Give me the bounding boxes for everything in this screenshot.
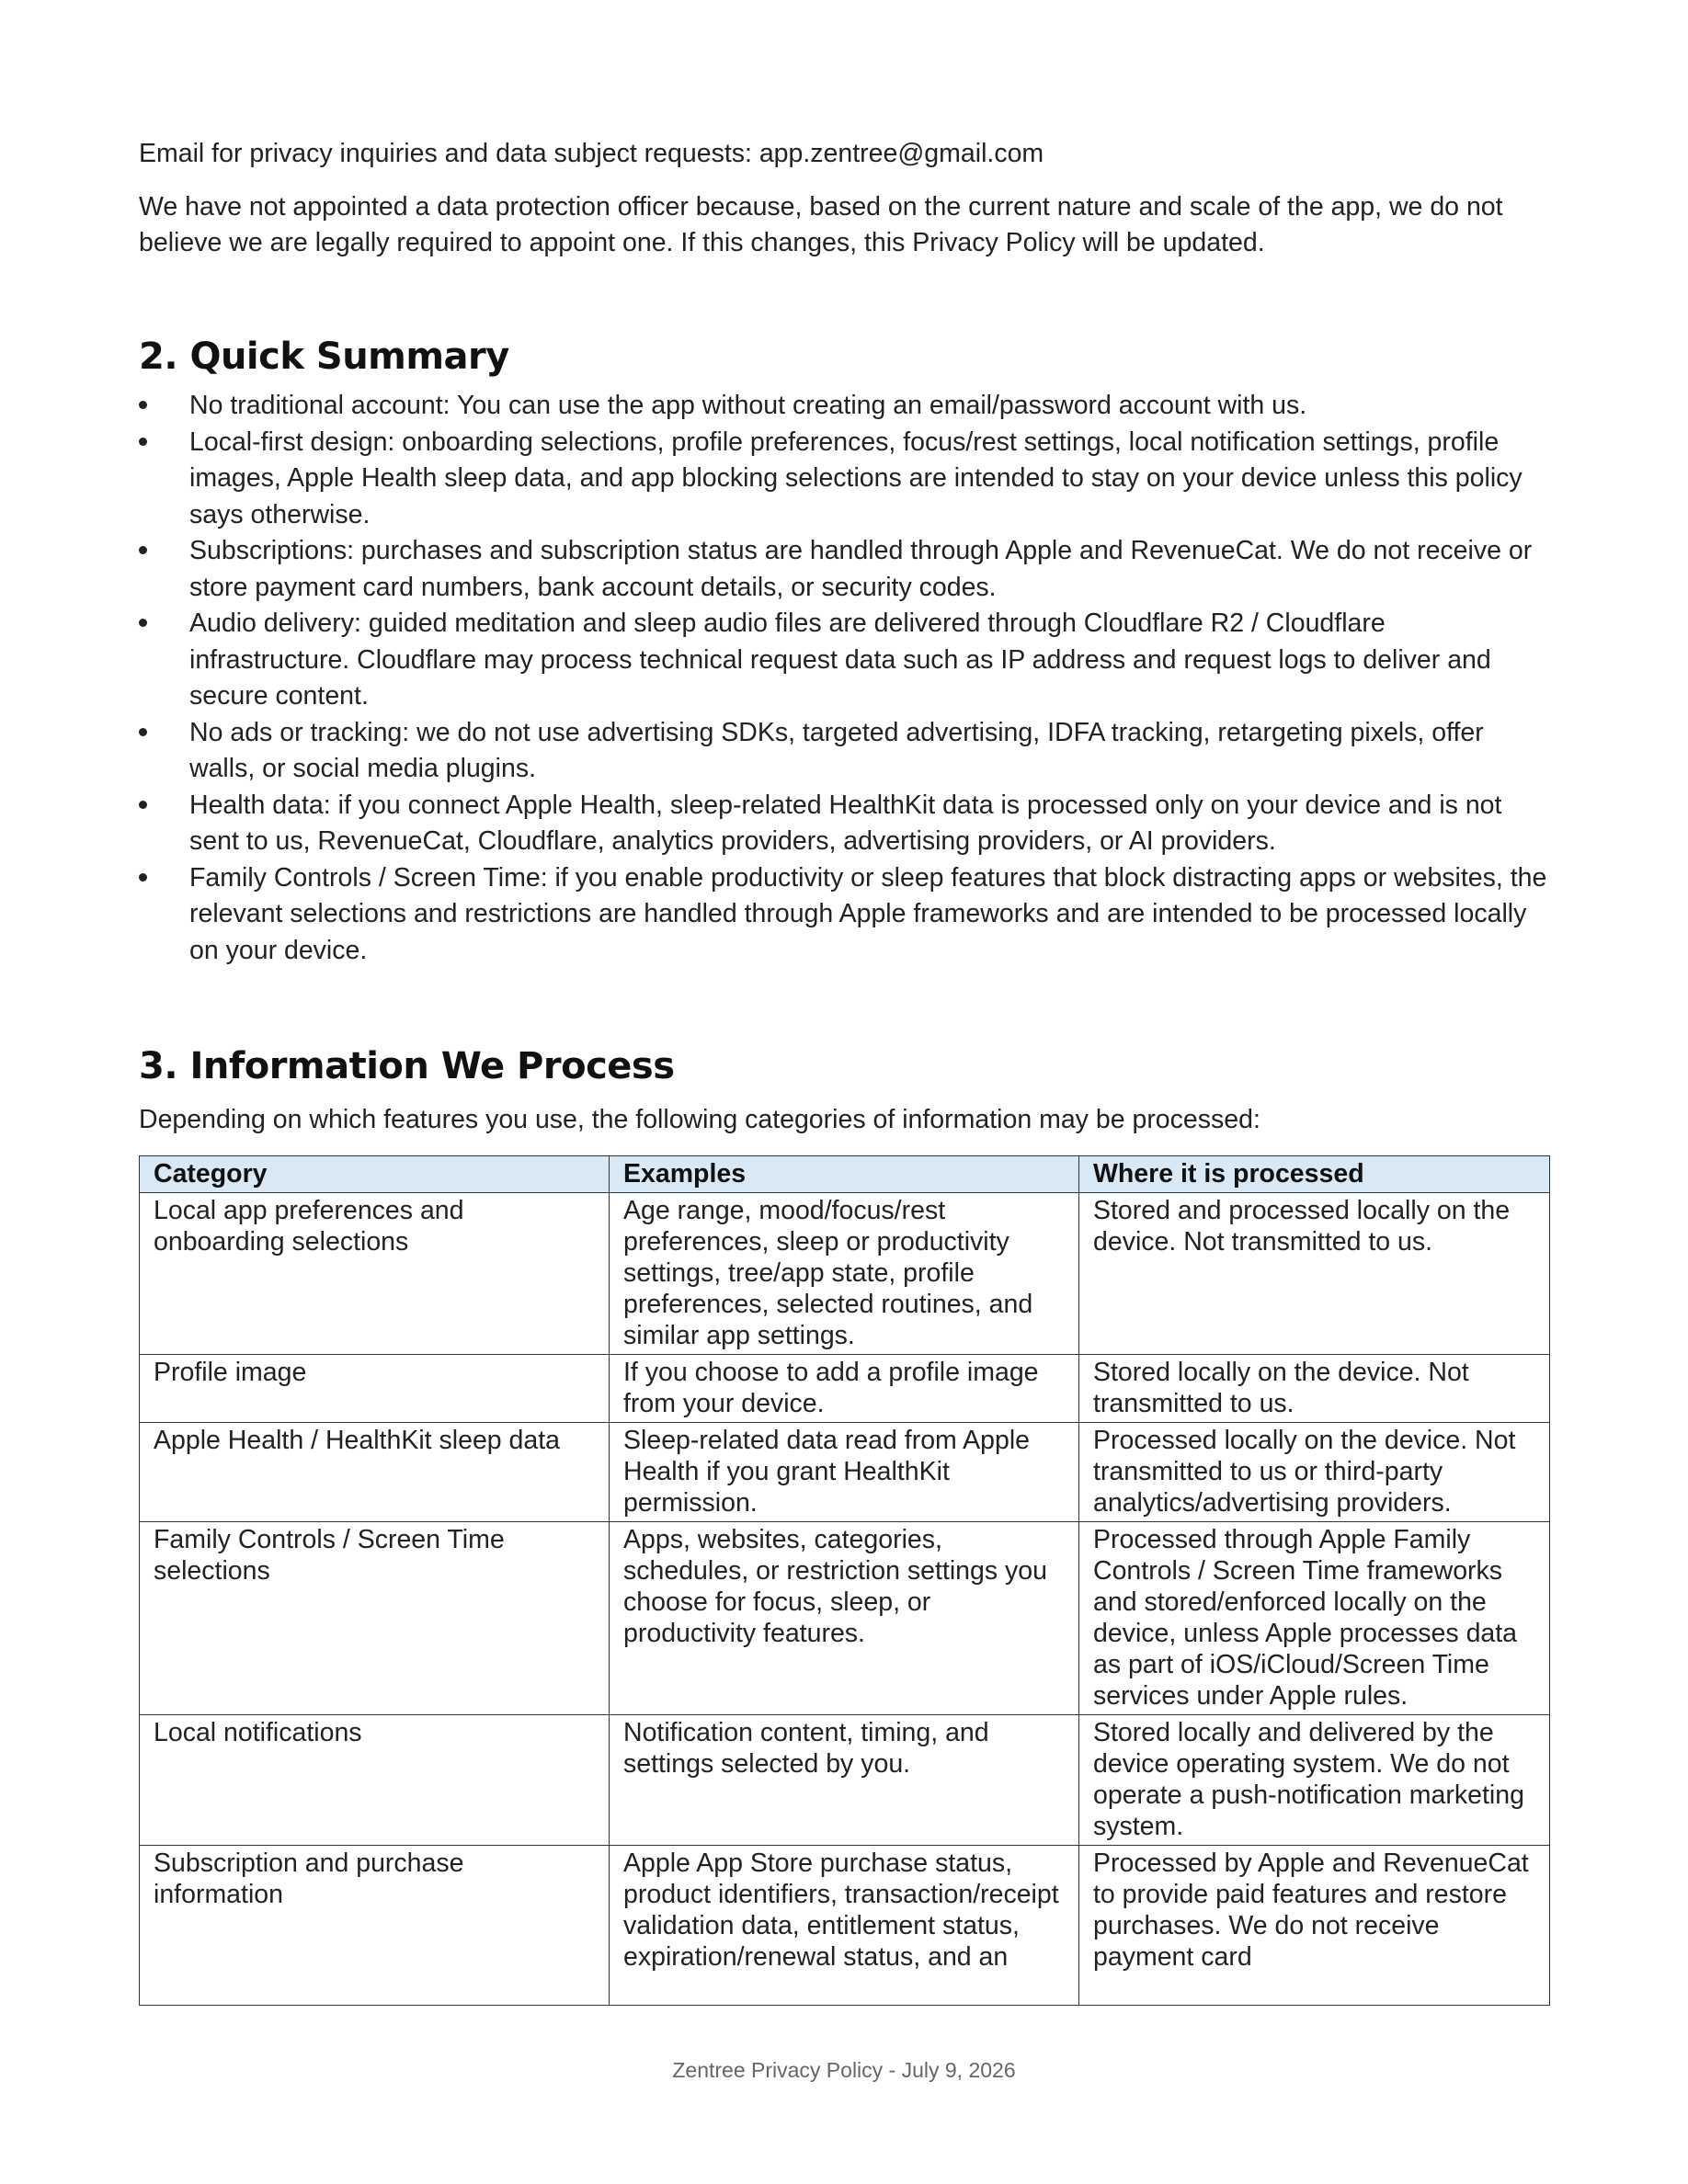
summary-item [139,606,1549,715]
summary-item-text: No ads or tracking: we do not use advertising SDKs, targeted advertising, IDFA tracking, retargeting pixels, offer walls, or social media plugins. [189,717,1484,783]
bullet-icon [139,728,147,736]
table-cell: Processed locally on the device. Not transmitted to us or third-party analytics/advertising providers. [1079,1423,1550,1522]
table-cell: Stored locally and delivered by the device operating system. We do not operate a push-notification marketing system. [1079,1715,1550,1846]
summary-item-text: Local-first design: onboarding selections, profile preferences, focus/rest settings, local notification settings, profile images, Apple Health sleep data, and app blocking selections are intended to stay on your device unless this policy says otherwise. [189,427,1523,529]
column-header-where-processed: Where it is processed [1079,1156,1550,1193]
table-header-row [140,1156,1550,1193]
table-row [140,1522,1550,1715]
summary-item-text: Family Controls / Screen Time: if you enable productivity or sleep features that block distracting apps or websites, the relevant selections and restrictions are handled through Apple frameworks and are intended to be processed locally on your device. [189,862,1547,965]
page-footer: Zentree Privacy Policy - July 9, 2026 [672,2058,1016,2082]
summary-item [139,425,1549,534]
table-cell [140,1846,610,2006]
bullet-icon [139,438,147,446]
table-cell: Local notifications [140,1715,610,1846]
table-cell-text: Apple App Store purchase status, product identifiers, transaction/receipt validation data, entitlement status, expiration/renewal status, and an [623,1848,1059,1972]
table-row [140,1355,1550,1423]
table-cell-text: Processed by Apple and RevenueCat to provide paid features and restore purchases. We do not receive payment card [1093,1848,1529,1972]
table-cell: Sleep-related data read from Apple Health if you grant HealthKit permission. [610,1423,1079,1522]
table-cell: Apple Health / HealthKit sleep data [140,1423,610,1522]
summary-item-text: Health data: if you connect Apple Health, sleep-related HealthKit data is processed only on your device and is not sent to us, RevenueCat, Cloudflare, analytics providers, advertising providers, or AI providers. [189,790,1502,856]
bullet-icon [139,546,147,554]
table-cell: Stored locally on the device. Not transmitted to us. [1079,1355,1550,1423]
info-heading: 3. Information We Process [139,1045,675,1087]
table-cell: Family Controls / Screen Time selections [140,1522,610,1715]
table-cell: Processed through Apple Family Controls / Screen Time frameworks and stored/enforced locally on the device, unless Apple processes data as part of iOS/iCloud/Screen Time services under Apple rules. [1079,1522,1550,1715]
dpo-note: We have not appointed a data protection officer because, based on the current nature and scale of the app, we do not believe we are legally required to appoint one. If this changes, this Privacy Policy will be updated. [139,192,1503,257]
column-header-category: Category [140,1156,610,1193]
table-row [140,1423,1550,1522]
table-row [140,1715,1550,1846]
summary-item-text: Subscriptions: purchases and subscription status are handled through Apple and RevenueCat. We do not receive or store payment card numbers, bank account details, or security codes. [189,536,1533,602]
table-cell: Stored and processed locally on the device. Not transmitted to us. [1079,1193,1550,1355]
table-cell: Apps, websites, categories, schedules, or restriction settings you choose for focus, sleep, or productivity features. [610,1522,1079,1715]
summary-item-text: Audio delivery: guided meditation and sleep audio files are delivered through Cloudflare R2 / Cloudflare infrastructure. Cloudflare may process technical request data such as IP address and request logs to deliver and secure content. [189,609,1491,711]
column-header-examples: Examples [610,1156,1079,1193]
summary-heading: 2. Quick Summary [139,336,509,378]
summary-item-text: No traditional account: You can use the app without creating an email/password account with us. [189,391,1307,420]
table-cell: Profile image [140,1355,610,1423]
info-intro: Depending on which features you use, the following categories of information may be processed: [139,1105,1260,1134]
table-row [140,1193,1550,1355]
bullet-icon [139,873,147,882]
summary-item [139,715,1549,788]
table-cell-text: Subscription and purchase information [154,1848,464,1909]
table-cell: Notification content, timing, and settings selected by you. [610,1715,1079,1846]
bullet-icon [139,401,147,409]
summary-item [139,860,1549,970]
bullet-icon [139,619,147,627]
information-table [139,1155,1550,2006]
table-cell: If you choose to add a profile image from your device. [610,1355,1079,1423]
summary-item [139,388,1549,425]
table-cell [1079,1846,1550,2006]
contact-email-line: Email for privacy inquiries and data subject requests: app.zentree@gmail.com [139,139,1044,168]
table-row [140,1846,1550,2006]
summary-item [139,788,1549,860]
document-page [139,0,1549,2184]
table-cell: Local app preferences and onboarding selections [140,1193,610,1355]
summary-list [139,388,1549,969]
summary-item [139,533,1549,606]
table-cell: Age range, mood/focus/rest preferences, sleep or productivity settings, tree/app state, profile preferences, selected routines, and similar app settings. [610,1193,1079,1355]
table-cell [610,1846,1079,2006]
bullet-icon [139,801,147,809]
